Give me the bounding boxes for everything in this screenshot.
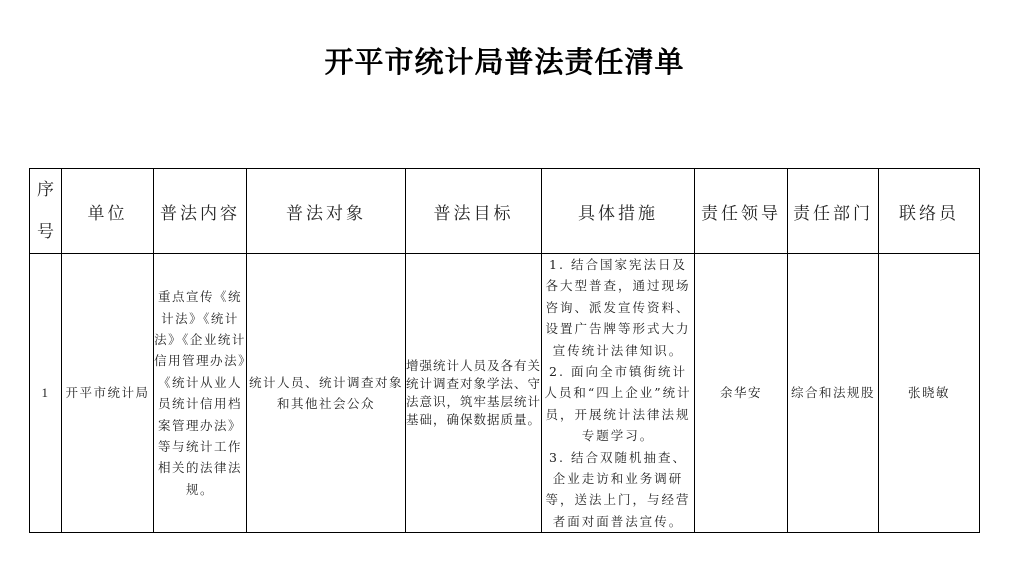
cell-measures	[542, 254, 695, 533]
header-seq-line2: 号	[37, 222, 54, 242]
header-measures: 具体措施	[542, 169, 695, 254]
header-goal: 普法目标	[406, 169, 542, 254]
cell-content: 重点宣传《统计法》《统计法》《企业统计信用管理办法》《统计从业人员统计信用档案管理办法》等与统计工作相关的法律法规。	[154, 254, 247, 533]
header-seq	[30, 169, 62, 254]
cell-target: 统计人员、统计调查对象和其他社会公众	[247, 254, 406, 533]
duty-list-table	[29, 168, 980, 533]
cell-department: 综合和法规股	[788, 254, 879, 533]
cell-leader: 余华安	[695, 254, 788, 533]
cell-liaison: 张晓敏	[879, 254, 980, 533]
header-department: 责任部门	[788, 169, 879, 254]
header-target: 普法对象	[247, 169, 406, 254]
table-row	[30, 254, 980, 533]
document-title: 开平市统计局普法责任清单	[324, 45, 685, 79]
cell-goal: 增强统计人员及各有关统计调查对象学法、守法意识，筑牢基层统计基础，确保数据质量。	[406, 254, 542, 533]
cell-unit: 开平市统计局	[62, 254, 154, 533]
measure-item-1: 1. 结合国家宪法日及各大型普查，通过现场咨询、派发宣传资料、设置广告牌等形式大力宣传统计法律知识。	[545, 257, 691, 358]
header-unit: 单位	[62, 169, 154, 254]
header-liaison: 联络员	[879, 169, 980, 254]
header-leader: 责任领导	[695, 169, 788, 254]
header-seq-line1: 序	[37, 180, 54, 200]
table-header-row	[30, 169, 980, 254]
measure-item-3: 3. 结合双随机抽查、企业走访和业务调研等，送法上门，与经营者面对面普法宣传。	[545, 449, 691, 529]
header-content: 普法内容	[154, 169, 247, 254]
cell-seq: 1	[30, 254, 62, 533]
measure-item-2: 2. 面向全市镇街统计人员和“四上企业”统计员，开展统计法律法规专题学习。	[544, 364, 692, 444]
